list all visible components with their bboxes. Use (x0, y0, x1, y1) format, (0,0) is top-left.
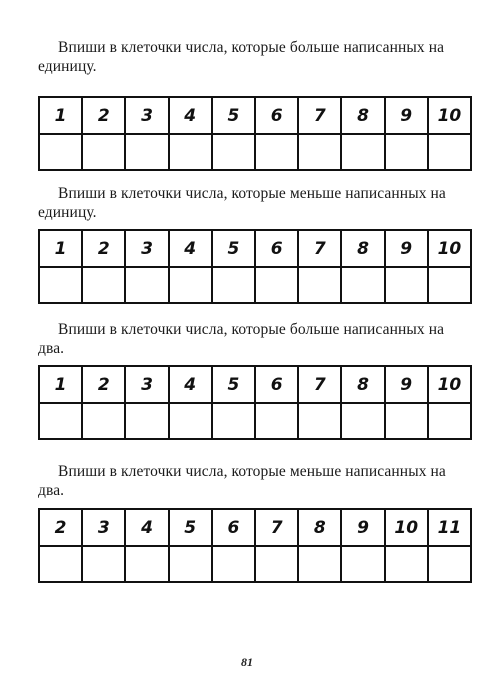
number-cell: 2 (81, 367, 124, 402)
number-cell: 5 (168, 510, 211, 545)
answer-cell[interactable] (254, 268, 297, 302)
number-cell: 9 (340, 510, 383, 545)
task-2-answer-row (40, 266, 470, 302)
task-3-answer-row (40, 402, 470, 438)
answer-cell[interactable] (124, 135, 167, 169)
number-cell: 3 (81, 510, 124, 545)
answer-cell[interactable] (384, 135, 427, 169)
answer-cell[interactable] (40, 404, 81, 438)
answer-cell[interactable] (81, 404, 124, 438)
answer-cell[interactable] (427, 404, 470, 438)
number-cell: 4 (168, 231, 211, 266)
number-cell: 3 (124, 98, 167, 133)
number-cell: 1 (54, 374, 67, 395)
task-4-grid (38, 508, 472, 583)
number-cell: 9 (384, 98, 427, 133)
number-cell: 8 (340, 367, 383, 402)
answer-cell[interactable] (427, 135, 470, 169)
answer-cell[interactable] (340, 268, 383, 302)
task-3-number-row (40, 367, 470, 402)
number-cell: 9 (384, 231, 427, 266)
task-4 (38, 462, 474, 538)
answer-cell[interactable] (427, 547, 470, 581)
number-cell: 10 (427, 98, 470, 133)
answer-cell[interactable] (340, 547, 383, 581)
number-cell: 10 (427, 367, 470, 402)
answer-cell[interactable] (297, 404, 340, 438)
number-cell: 7 (297, 231, 340, 266)
answer-cell[interactable] (168, 404, 211, 438)
number-cell: 10 (427, 231, 470, 266)
task-3 (38, 320, 474, 395)
number-cell: 10 (384, 510, 427, 545)
answer-cell[interactable] (81, 268, 124, 302)
number-cell: 2 (54, 517, 67, 538)
answer-cell[interactable] (384, 404, 427, 438)
number-cell: 6 (254, 231, 297, 266)
number-cell: 2 (81, 98, 124, 133)
task-1-answer-row (40, 133, 470, 169)
answer-cell[interactable] (297, 135, 340, 169)
task-2 (38, 184, 474, 259)
number-cell: 2 (81, 231, 124, 266)
number-cell: 7 (297, 98, 340, 133)
answer-cell[interactable] (168, 547, 211, 581)
answer-cell[interactable] (384, 268, 427, 302)
answer-cell[interactable] (211, 268, 254, 302)
answer-cell[interactable] (254, 547, 297, 581)
number-cell: 8 (297, 510, 340, 545)
number-cell: 1 (54, 105, 67, 126)
task-2-grid (38, 229, 472, 304)
number-cell: 3 (124, 367, 167, 402)
task-2-number-row (40, 231, 470, 266)
answer-cell[interactable] (384, 547, 427, 581)
number-cell: 7 (297, 367, 340, 402)
answer-cell[interactable] (168, 268, 211, 302)
number-cell: 9 (384, 367, 427, 402)
task-1 (38, 38, 474, 126)
answer-cell[interactable] (40, 135, 81, 169)
number-cell: 8 (340, 231, 383, 266)
answer-cell[interactable] (81, 547, 124, 581)
task-4-number-row (40, 510, 470, 545)
answer-cell[interactable] (81, 135, 124, 169)
answer-cell[interactable] (254, 404, 297, 438)
number-cell: 11 (427, 510, 470, 545)
answer-cell[interactable] (297, 268, 340, 302)
number-cell: 4 (168, 98, 211, 133)
answer-cell[interactable] (254, 135, 297, 169)
number-cell: 3 (124, 231, 167, 266)
answer-cell[interactable] (124, 268, 167, 302)
number-cell: 5 (211, 367, 254, 402)
task-1-number-row (40, 98, 470, 133)
number-cell: 4 (168, 367, 211, 402)
answer-cell[interactable] (168, 135, 211, 169)
answer-cell[interactable] (297, 547, 340, 581)
number-cell: 6 (254, 367, 297, 402)
task-3-instruction: Впиши в клеточки числа, которые больше написанных на два. (38, 321, 445, 357)
task-2-instruction: Впиши в клеточки числа, которые меньше написанных на единицу. (38, 185, 446, 221)
task-4-instruction: Впиши в клеточки числа, которые меньше написанных на два. (38, 463, 446, 499)
answer-cell[interactable] (340, 135, 383, 169)
answer-cell[interactable] (340, 404, 383, 438)
task-4-answer-row (40, 545, 470, 581)
page-number: 81 (241, 655, 253, 669)
number-cell: 1 (54, 238, 67, 259)
answer-cell[interactable] (40, 547, 81, 581)
answer-cell[interactable] (124, 404, 167, 438)
number-cell: 5 (211, 231, 254, 266)
answer-cell[interactable] (211, 547, 254, 581)
number-cell: 8 (340, 98, 383, 133)
number-cell: 6 (254, 98, 297, 133)
answer-cell[interactable] (211, 404, 254, 438)
number-cell: 7 (254, 510, 297, 545)
answer-cell[interactable] (211, 135, 254, 169)
answer-cell[interactable] (124, 547, 167, 581)
answer-cell[interactable] (427, 268, 470, 302)
task-1-instruction: Впиши в клеточки числа, которые больше написанных на единицу. (38, 39, 445, 75)
task-3-grid (38, 365, 472, 440)
number-cell: 5 (211, 98, 254, 133)
number-cell: 4 (124, 510, 167, 545)
number-cell: 6 (211, 510, 254, 545)
answer-cell[interactable] (40, 268, 81, 302)
task-1-grid (38, 96, 472, 171)
